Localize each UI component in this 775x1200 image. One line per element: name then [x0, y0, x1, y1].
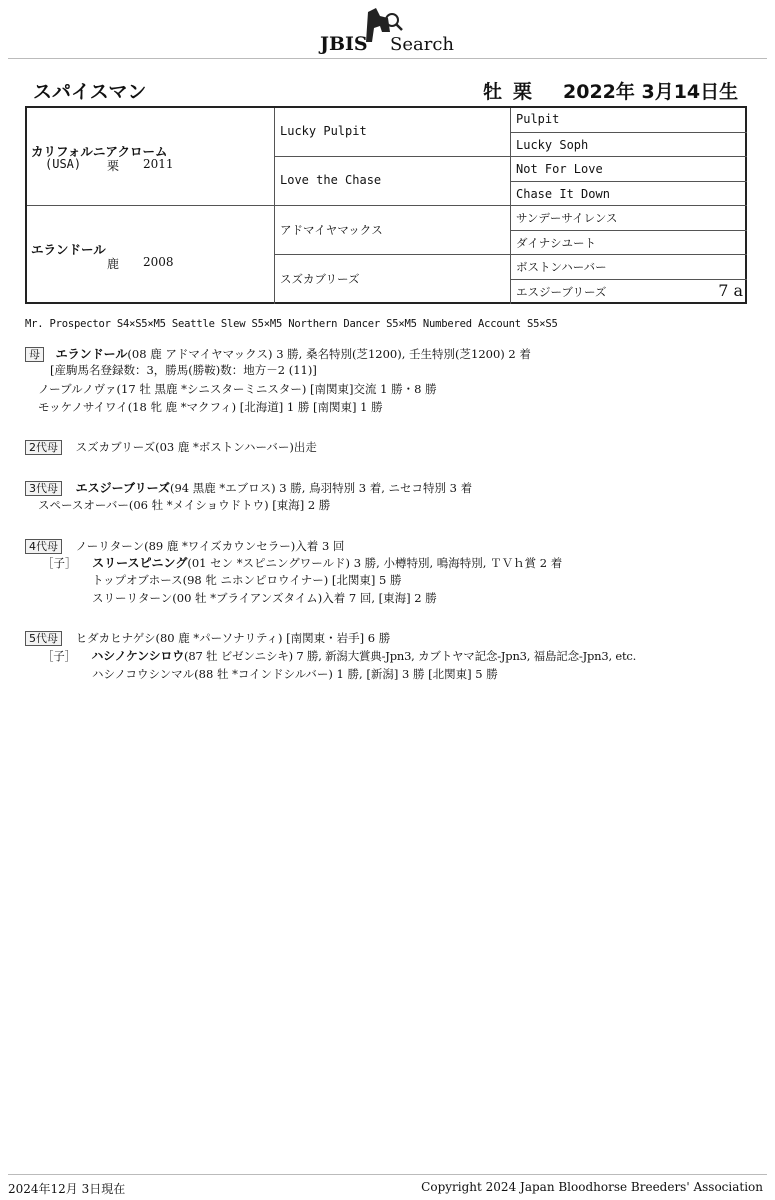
dam-family-name: エランドール: [55, 347, 128, 361]
horse-logo-icon: [318, 6, 458, 54]
pedigree-table: [25, 106, 747, 304]
third-dam-name: エスジーブリーズ: [75, 481, 170, 495]
jbis-search-logo[interactable]: [0, 6, 775, 54]
gen3-name: Lucky Soph: [516, 137, 589, 152]
third-dam-detail: (94 黒鹿 *エブロス) 3 勝, 鳥羽特別 3 着, ニセコ特別 3 着: [169, 481, 473, 495]
dam-year: 2008: [143, 255, 174, 269]
gen3-name: サンデーサイレンス: [516, 211, 618, 225]
dam-registry: [産駒馬名登録数：3，勝馬(勝鞍)数：地方－2 (11)]: [50, 363, 317, 377]
fourth-dam-text: ノーリターン(89 鹿 *ワイズカウンセラー)入着 3 回: [75, 539, 345, 553]
inbreeding-line: Mr. Prospector S4×S5×M5 Seattle Slew S5×M5 Northern Dancer S5×M5 Numbered Account S5×S5: [25, 318, 558, 330]
horse-name: スパイスマン: [33, 81, 147, 103]
logo-text-search: Search: [389, 34, 454, 54]
pedigree-gen2-cell: [275, 157, 511, 206]
fifth-dam-child-name: ハシノケンシロウ: [91, 649, 185, 663]
pedigree-gen3-cell: [511, 108, 747, 133]
fourth-dam-child-detail: (01 セン *スピニングワールド) 3 勝, 小樽特別, 鳴海特別, ＴＶｈ賞 2 着: [187, 556, 563, 570]
horse-color: 栗: [513, 81, 533, 103]
horse-sex: 牡: [483, 81, 503, 103]
child-label: ［子］: [42, 649, 76, 663]
third-dam-tag: 3代母: [25, 481, 62, 496]
fifth-dam-tag: 5代母: [25, 631, 62, 646]
header-divider: [8, 58, 767, 59]
gen2-name: Love the Chase: [280, 173, 382, 187]
dam-family-detail: (08 鹿 アドマイヤマックス) 3 勝, 桑名特別(芝1200), 壬生特別(芝1200) 2 着: [127, 347, 531, 361]
pedigree-gen3-cell: [511, 182, 747, 207]
gen3-name: Pulpit: [516, 112, 560, 126]
gen3-name: Chase It Down: [516, 186, 610, 201]
fourth-dam-other-line: トップオブホース(98 牝 ニホンピロウイナー) [北関東] 5 勝: [92, 573, 402, 587]
pedigree-gen2-cell: [275, 206, 511, 255]
fifth-dam-child-line: [42, 648, 636, 664]
dam-line: [25, 346, 531, 362]
fourth-dam-child-name: スリースピニング: [92, 556, 188, 570]
pedigree-gen3-cell: [511, 231, 747, 256]
family-number: 7 a: [718, 280, 743, 300]
footer-divider: [8, 1174, 767, 1175]
fourth-dam-line: [25, 538, 344, 554]
gen3-name: エスジーブリーズ: [516, 284, 607, 299]
pedigree-gen3-cell: [511, 206, 747, 231]
pedigree-gen3-cell: [511, 280, 747, 305]
pedigree-gen3-cell: [511, 157, 747, 182]
sire-name: カリフォルニアクローム: [31, 144, 168, 159]
sire-year: 2011: [143, 157, 174, 171]
sire-country: (USA): [45, 157, 82, 171]
pedigree-gen2-cell: [275, 108, 511, 157]
dam-tag: 母: [25, 347, 44, 362]
third-dam-foal-line: スペースオーバー(06 牡 *メイショウドトウ) [東海] 2 勝: [38, 498, 331, 512]
footer-copyright: Copyright 2024 Japan Bloodhorse Breeders' Association: [421, 1180, 763, 1194]
second-dam-text: スズカブリーズ(03 鹿 *ボストンハーバー)出走: [75, 440, 317, 454]
dam-name: エランドール: [31, 242, 106, 257]
pedigree-gen3-cell: [511, 255, 747, 280]
gen2-name: アドマイヤマックス: [280, 223, 383, 237]
second-dam-tag: 2代母: [25, 440, 62, 455]
fifth-dam-text: ヒダカヒナゲシ(80 鹿 *パーソナリティ) [南関東・岩手] 6 勝: [75, 631, 391, 645]
pedigree-sire-cell: [27, 108, 275, 206]
second-dam-line: [25, 439, 317, 455]
pedigree-gen3-cell: [511, 133, 747, 158]
gen3-name: Not For Love: [516, 162, 603, 176]
fourth-dam-other-line: スリーリターン(00 牡 *ブライアンズタイム)入着 7 回, [東海] 2 勝: [92, 591, 437, 605]
fifth-dam-other-line: ハシノコウシンマル(88 牡 *コインドシルバー) 1 勝, [新潟] 3 勝 [北関東] 5 勝: [92, 667, 498, 681]
dam-foal-line: モッケノサイワイ(18 牝 鹿 *マクフィ) [北海道] 1 勝 [南関東] 1 勝: [38, 400, 383, 414]
gen3-name: ボストンハーバー: [516, 260, 607, 274]
dam-foal-line: ノーブルノヴァ(17 牡 黒鹿 *シニスターミニスター) [南関東]交流 1 勝・8 勝: [38, 382, 437, 396]
pedigree-gen2-cell: [275, 255, 511, 304]
sire-color: 栗: [107, 159, 120, 173]
fourth-dam-tag: 4代母: [25, 539, 62, 554]
footer-date: 2024年12月 3日現在: [8, 1182, 126, 1196]
gen2-name: Lucky Pulpit: [280, 124, 367, 138]
fifth-dam-line: [25, 630, 390, 646]
fourth-dam-child-line: [42, 555, 562, 571]
gen2-name: スズカブリーズ: [280, 272, 360, 286]
logo-text-jbis: JBIS: [319, 33, 368, 54]
third-dam-line: [25, 480, 472, 496]
dam-color: 鹿: [107, 257, 120, 271]
gen3-name: ダイナシユート: [516, 235, 597, 250]
pedigree-dam-cell: [27, 206, 275, 304]
child-label: ［子］: [42, 556, 77, 570]
fifth-dam-child-detail: (87 牡 ビゼンニシキ) 7 勝, 新潟大賞典-Jpn3, カブトヤマ記念-Jpn3, 福島記念-Jpn3, etc.: [184, 649, 637, 663]
horse-birthdate: 2022年 3月14日生: [563, 81, 739, 103]
